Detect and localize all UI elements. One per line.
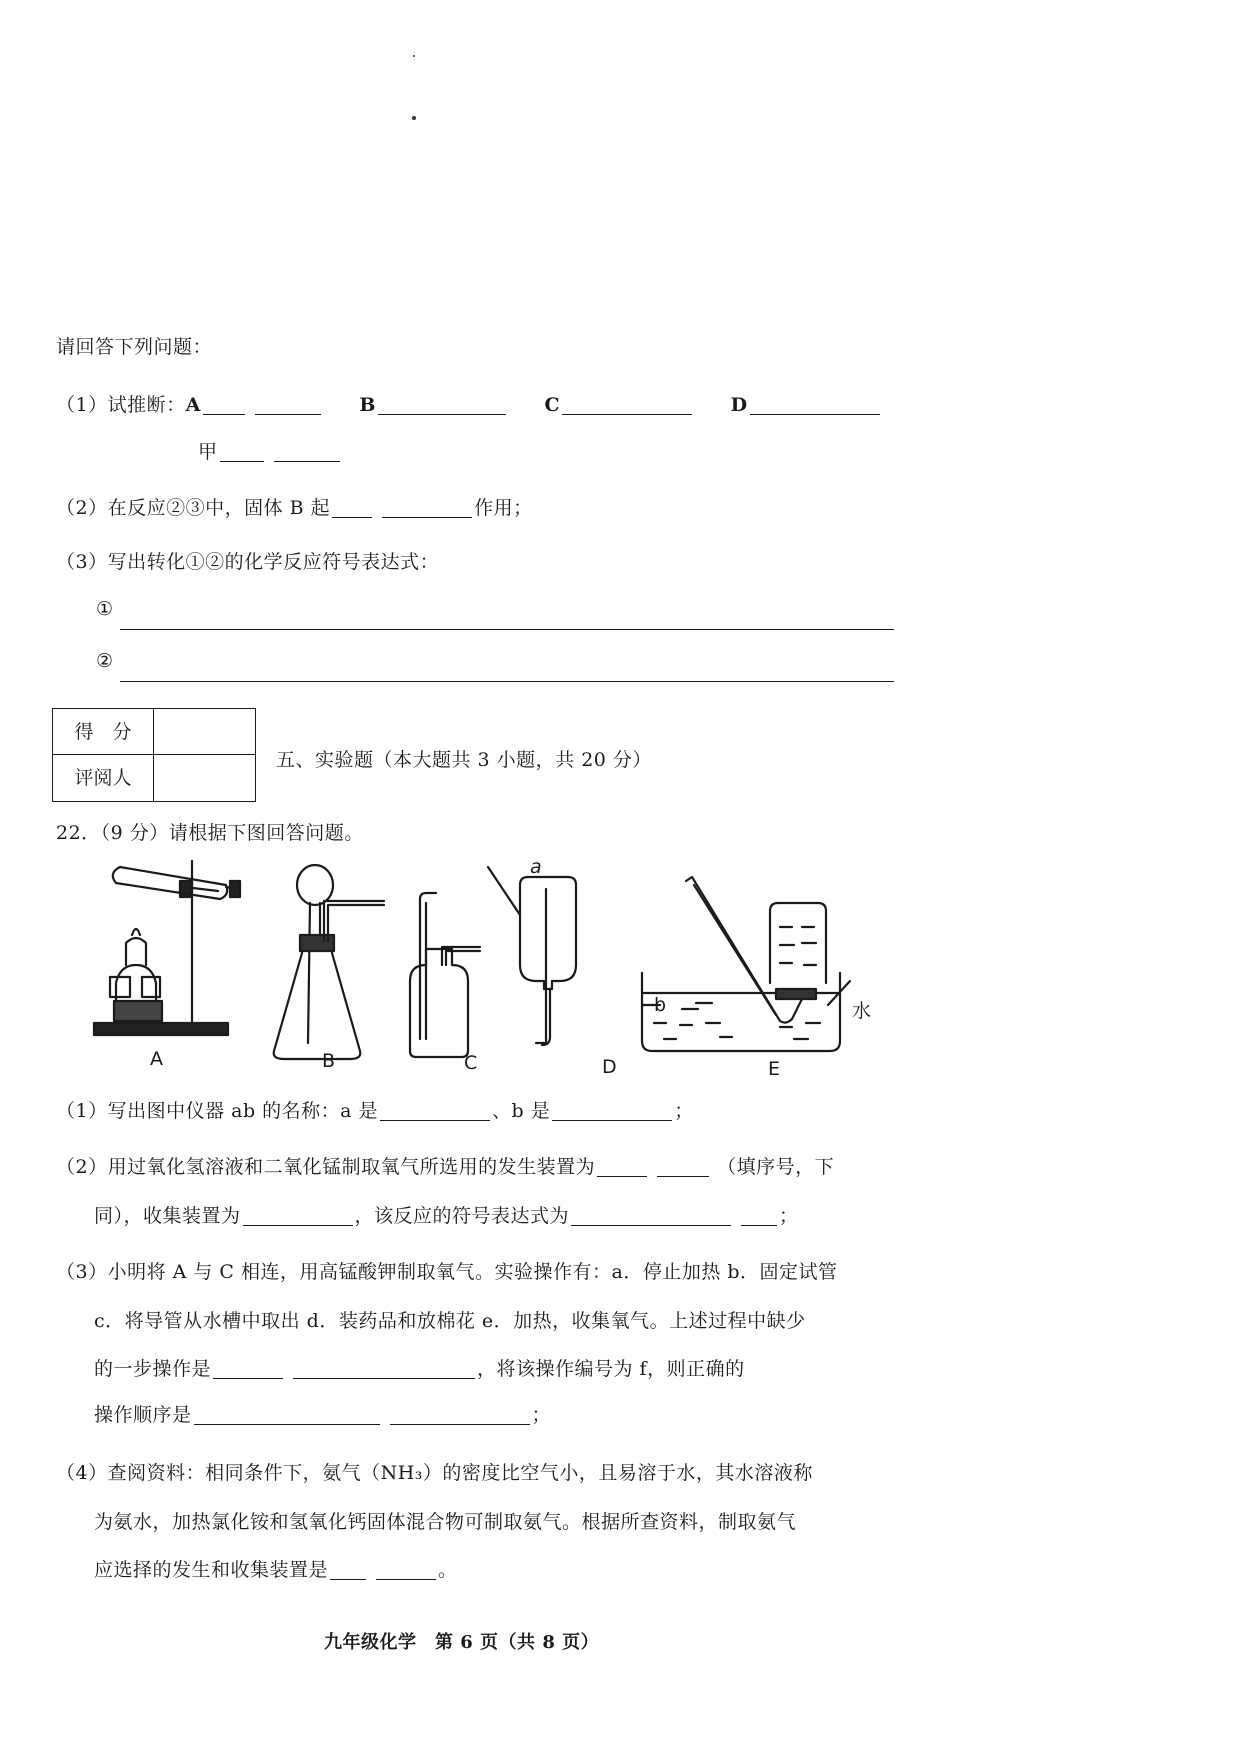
p4-line3-before: 应选择的发生和收集装置是 [94, 1559, 329, 1581]
q22-p3-line3 [94, 1354, 745, 1381]
q22-p4-line1: （4）查阅资料：相同条件下，氨气（NH₃）的密度比空气小，且易溶于水，其水溶液称 [56, 1462, 813, 1484]
q1-letter-d: D [730, 394, 748, 416]
blank-p2-5[interactable] [741, 1207, 777, 1226]
annotation-a: a [530, 856, 542, 878]
blank-jia-1[interactable] [220, 443, 264, 462]
blank-p2-1[interactable] [597, 1158, 647, 1177]
score-row [53, 709, 255, 755]
blank-p4-1[interactable] [330, 1561, 366, 1580]
answer-line-1[interactable] [120, 629, 894, 630]
q2-after: 作用； [474, 497, 533, 519]
q2-row [56, 493, 533, 520]
q1-letter-a: A [185, 394, 201, 416]
q22-p4-line2: 为氨水，加热氯化铵和氢氧化钙固体混合物可制取氨气。根据所查资料，制取氨气 [94, 1511, 797, 1533]
apparatus-e [642, 877, 850, 1051]
figure-label-a: A [150, 1048, 163, 1070]
q3-text: （3）写出转化①②的化学反应符号表达式： [56, 551, 440, 573]
figure-label-e: E [768, 1058, 781, 1080]
blank-p3-2[interactable] [293, 1360, 475, 1379]
q2-before: （2）在反应②③中，固体 B 起 [56, 497, 331, 519]
blank-c[interactable] [562, 396, 692, 415]
score-table [52, 708, 256, 802]
reviewer-label: 评阅人 [53, 755, 154, 801]
p2-line2-mid: ，该反应的符号表达式为 [354, 1205, 570, 1227]
q22-p2-line2 [94, 1201, 799, 1228]
p2-line2-before: 同），收集装置为 [94, 1205, 241, 1227]
q22-p3-line1: （3）小明将 A 与 C 相连，用高锰酸钾制取氧气。实验操作有：a．停止加热 b．固定试管 [56, 1261, 838, 1283]
blank-p2-4[interactable] [571, 1207, 731, 1226]
q22-p3-line4 [94, 1400, 551, 1427]
apparatus-figure [80, 855, 900, 1085]
blank-q2-1[interactable] [332, 499, 372, 518]
blank-p1-b[interactable] [552, 1102, 672, 1121]
p3-line4-before: 操作顺序是 [94, 1404, 192, 1426]
q1-jia: 甲 [198, 441, 218, 463]
p2-line1-before: （2）用过氧化氢溶液和二氧化锰制取氧气所选用的发生装置为 [56, 1156, 596, 1178]
reviewer-row [53, 754, 255, 801]
section-title: 五、实验题（本大题共 3 小题，共 20 分） [276, 749, 652, 771]
apparatus-c [410, 893, 480, 1057]
p1-mid: 、b 是 [492, 1100, 551, 1122]
q1-label: （1）试推断： [56, 394, 186, 416]
blank-p2-3[interactable] [243, 1207, 353, 1226]
blank-p2-2[interactable] [657, 1158, 709, 1177]
p1-end: ； [674, 1100, 694, 1122]
q1-letter-c: C [544, 394, 561, 416]
p3-line3-after: ，将该操作编号为 f，则正确的 [477, 1358, 745, 1380]
blank-a-1[interactable] [203, 396, 245, 415]
apparatus-a [94, 861, 240, 1035]
q22-p3-line2: c．将导管从水槽中取出 d．装药品和放棉花 e．加热，收集氧气。上述过程中缺少 [94, 1310, 806, 1332]
q3-mark-1: ① [96, 598, 114, 620]
figure-label-d: D [602, 1056, 617, 1078]
annotation-b: b [654, 994, 667, 1016]
blank-p4-2[interactable] [376, 1561, 436, 1580]
apparatus-d [488, 867, 576, 1045]
scan-speck [412, 116, 416, 120]
score-label: 得 分 [53, 709, 154, 755]
q22-header: 22．（9 分）请根据下图回答问题。 [56, 822, 364, 844]
figure-label-c: C [464, 1052, 478, 1074]
p2-line1-after: （填序号，下 [717, 1156, 835, 1178]
blank-p3-3[interactable] [194, 1406, 380, 1425]
annotation-water: 水 [852, 1000, 872, 1022]
q1-jia-row [198, 437, 342, 464]
figure-label-b: B [322, 1050, 336, 1072]
q3-mark-2: ② [96, 650, 114, 672]
blank-p3-4[interactable] [390, 1406, 530, 1425]
q1-letter-b: B [359, 394, 376, 416]
scan-speck [413, 55, 415, 57]
blank-p3-1[interactable] [213, 1360, 283, 1379]
blank-d[interactable] [750, 396, 880, 415]
q22-p4-line3 [94, 1555, 458, 1582]
answer-line-2[interactable] [120, 681, 894, 682]
q1-row [56, 390, 882, 417]
q22-p2-line1 [56, 1152, 834, 1179]
p3-line3-before: 的一步操作是 [94, 1358, 212, 1380]
p3-line4-end: ； [531, 1404, 552, 1426]
p1-before: （1）写出图中仪器 ab 的名称：a 是 [56, 1100, 379, 1122]
blank-jia-2[interactable] [274, 443, 340, 462]
blank-b[interactable] [378, 396, 506, 415]
intro-text: 请回答下列问题： [56, 336, 213, 358]
blank-a-2[interactable] [255, 396, 321, 415]
page-footer: 九年级化学 第 6 页（共 8 页） [324, 1632, 600, 1653]
blank-p1-a[interactable] [380, 1102, 490, 1121]
p2-line2-end: ； [779, 1205, 799, 1227]
apparatus-b [274, 865, 384, 1059]
p4-line3-end: 。 [438, 1559, 458, 1581]
blank-q2-2[interactable] [382, 499, 472, 518]
q22-p1 [56, 1096, 694, 1123]
